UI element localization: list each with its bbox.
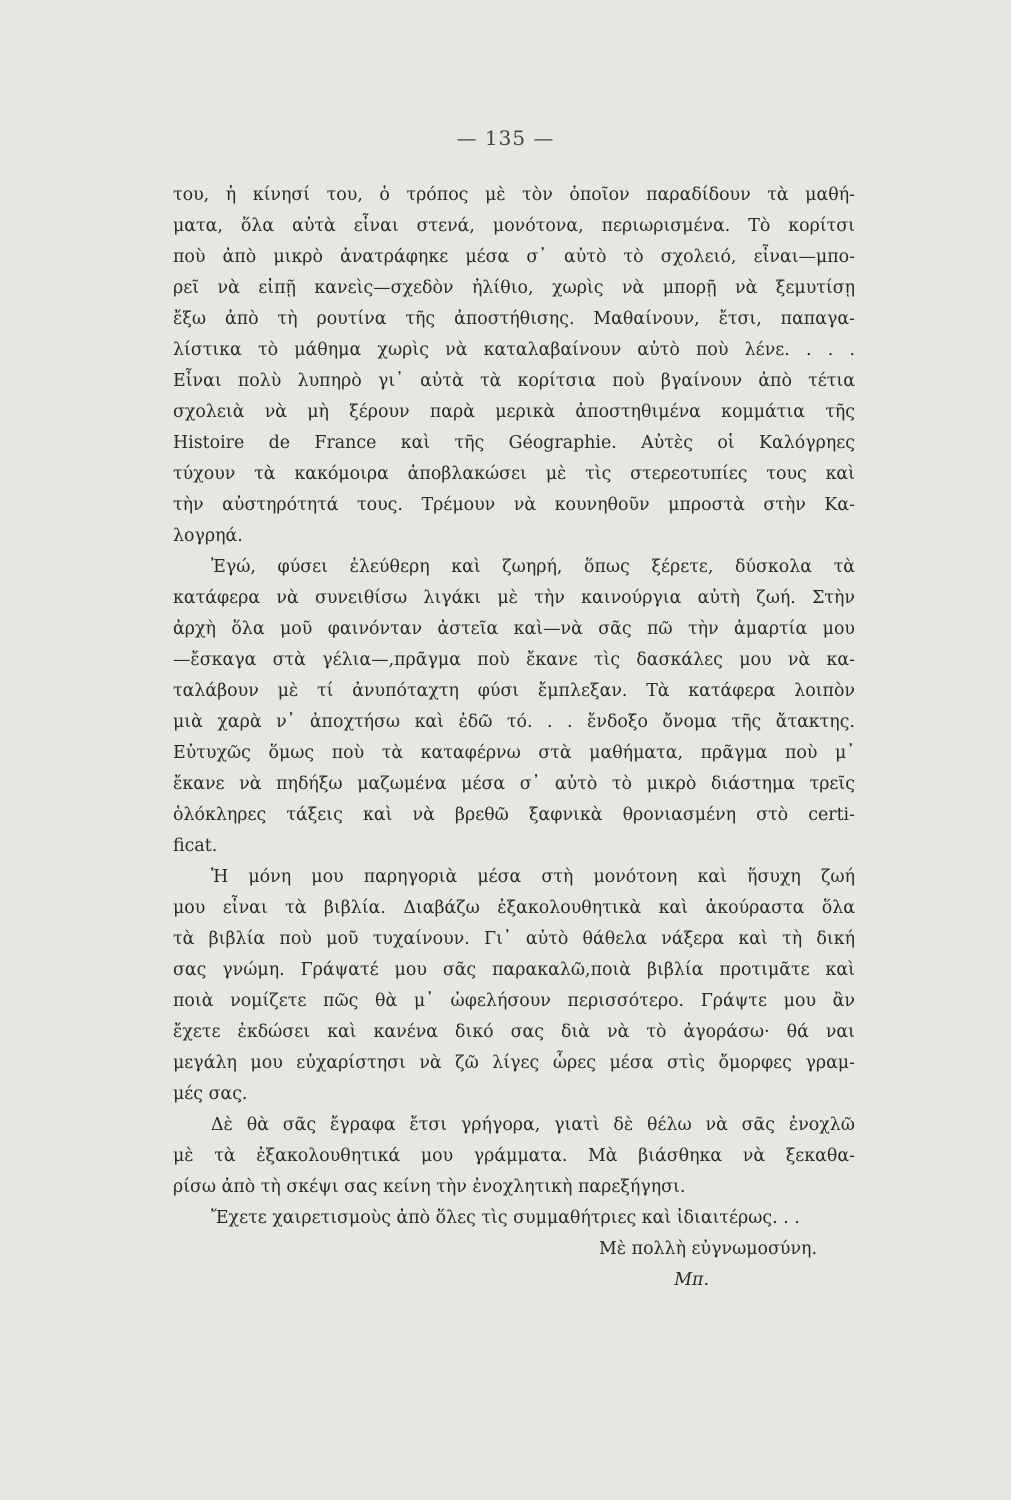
- text-line: ἀρχὴ ὅλα μοῦ φαινόνταν ἀστεῖα καὶ—νὰ σᾶς πῶ τὴν ἁμαρτία μου: [173, 619, 855, 639]
- text-line: Εἶναι πολὺ λυπηρὸ γι᾽ αὐτὰ τὰ κορίτσια ποὺ βγαίνουν ἀπὸ τέτια: [173, 371, 855, 391]
- text-line: Εὐτυχῶς ὅμως ποὺ τὰ καταφέρνω στὰ μαθήματα, πρᾶγμα ποὺ μ᾽: [173, 743, 855, 763]
- text-line: —ἔσκαγα στὰ γέλια—,πρᾶγμα ποὺ ἔκανε τὶς δασκάλες μου νὰ κα-: [173, 650, 855, 670]
- text-line: τὴν αὐστηρότητά τους. Τρέμουν νὰ κουνηθοῦν μπροστὰ στὴν Κα-: [173, 495, 855, 515]
- text-line: Ἡ μόνη μου παρηγοριὰ μέσα στὴ μονότονη καὶ ἥσυχη ζωή: [211, 867, 855, 887]
- text-line: λίστικα τὸ μάθημα χωρὶς νὰ καταλαβαίνουν αὐτὸ ποὺ λένε. . . .: [173, 340, 855, 360]
- page-number: — 135 —: [456, 126, 555, 150]
- closing-line: Μὲ πολλὴ εὐγνωμοσύνη.: [598, 1239, 817, 1259]
- text-line: ποὺ ἀπὸ μικρὸ ἀνατράφηκε μέσα σ᾽ αὐτὸ τὸ σχολειό, εἶναι—μπο-: [173, 247, 855, 267]
- text-line: ἔξω ἀπὸ τὴ ρουτίνα τῆς ἀποστήθισης. Μαθαίνουν, ἔτσι, παπαγα-: [173, 309, 855, 329]
- text-line: μές σας.: [173, 1084, 248, 1104]
- text-line: Δὲ θὰ σᾶς ἔγραφα ἔτσι γρήγορα, γιατὶ δὲ θέλω νὰ σᾶς ἐνοχλῶ: [211, 1115, 855, 1135]
- text-line: μεγάλη μου εὐχαρίστησι νὰ ζῶ λίγες ὧρες μέσα στὶς ὄμορφες γραμ-: [173, 1053, 855, 1073]
- text-line: μου εἶναι τὰ βιβλία. Διαβάζω ἐξακολουθητικὰ καὶ ἀκούραστα ὅλα: [173, 898, 855, 918]
- text-line: Histoire de France καὶ τῆς Géographie. Αὐτὲς οἱ Καλόγρηες: [173, 433, 855, 453]
- text-line: Ἔχετε χαιρετισμοὺς ἀπὸ ὅλες τὶς συμμαθήτριες καὶ ἰδιαιτέρως. . .: [211, 1208, 800, 1228]
- text-line: ρεῖ νὰ εἰπῇ κανεὶς—σχεδὸν ἠλίθιο, χωρὶς νὰ μπορῇ νὰ ξεμυτίσῃ: [173, 278, 855, 298]
- text-line: ρίσω ἀπὸ τὴ σκέψι σας κείνη τὴν ἐνοχλητικὴ παρεξήγησι.: [173, 1177, 686, 1197]
- text-line: σας γνώμη. Γράψατέ μου σᾶς παρακαλῶ,ποιὰ βιβλία προτιμᾶτε καὶ: [173, 960, 855, 980]
- signature: Μπ.: [674, 1270, 709, 1290]
- text-line: ποιὰ νομίζετε πῶς θὰ μ᾽ ὠφελήσουν περισσότερο. Γράψτε μου ἂν: [173, 991, 855, 1011]
- text-line: κατάφερα νὰ συνειθίσω λιγάκι μὲ τὴν καινούργια αὐτὴ ζωή. Στὴν: [173, 588, 855, 608]
- text-line: ἔκανε νὰ πηδήξω μαζωμένα μέσα σ᾽ αὐτὸ τὸ μικρὸ διάστημα τρεῖς: [173, 774, 855, 794]
- letter-body: [173, 180, 855, 1296]
- text-line: τύχουν τὰ κακόμοιρα ἀποβλακώσει μὲ τὶς στερεοτυπίες τους καὶ: [173, 464, 855, 484]
- text-line: τὰ βιβλία ποὺ μοῦ τυχαίνουν. Γι᾽ αὐτὸ θάθελα νάξερα καὶ τὴ δική: [173, 929, 855, 949]
- text-line: ἔχετε ἐκδώσει καὶ κανένα δικό σας διὰ νὰ τὸ ἀγοράσω· θά ναι: [173, 1022, 855, 1042]
- text-line: λογρηά.: [173, 526, 243, 546]
- text-line: μιὰ χαρὰ ν᾽ ἀποχτήσω καὶ ἐδῶ τό. . . ἔνδοξο ὄνομα τῆς ἄτακτης.: [173, 712, 855, 732]
- text-line: ταλάβουν μὲ τί ἀνυπόταχτη φύσι ἔμπλεξαν. Τὰ κατάφερα λοιπὸν: [173, 681, 855, 701]
- text-line: του, ἡ κίνησί του, ὁ τρόπος μὲ τὸν ὁποῖον παραδίδουν τὰ μαθή-: [173, 185, 855, 205]
- text-line: ficat.: [173, 836, 218, 856]
- text-line: ματα, ὅλα αὐτὰ εἶναι στενά, μονότονα, περιωρισμένα. Τὸ κορίτσι: [173, 216, 855, 236]
- text-line: σχολειὰ νὰ μὴ ξέρουν παρὰ μερικὰ ἀποστηθιμένα κομμάτια τῆς: [173, 402, 855, 422]
- text-line: ὁλόκληρες τάξεις καὶ νὰ βρεθῶ ξαφνικὰ θρονιασμένη στὸ certi-: [173, 805, 855, 825]
- text-line: Ἐγώ, φύσει ἐλεύθερη καὶ ζωηρή, ὅπως ξέρετε, δύσκολα τὰ: [211, 557, 855, 577]
- text-line: μὲ τὰ ἐξακολουθητικά μου γράμματα. Μὰ βιάσθηκα νὰ ξεκαθα-: [173, 1146, 855, 1166]
